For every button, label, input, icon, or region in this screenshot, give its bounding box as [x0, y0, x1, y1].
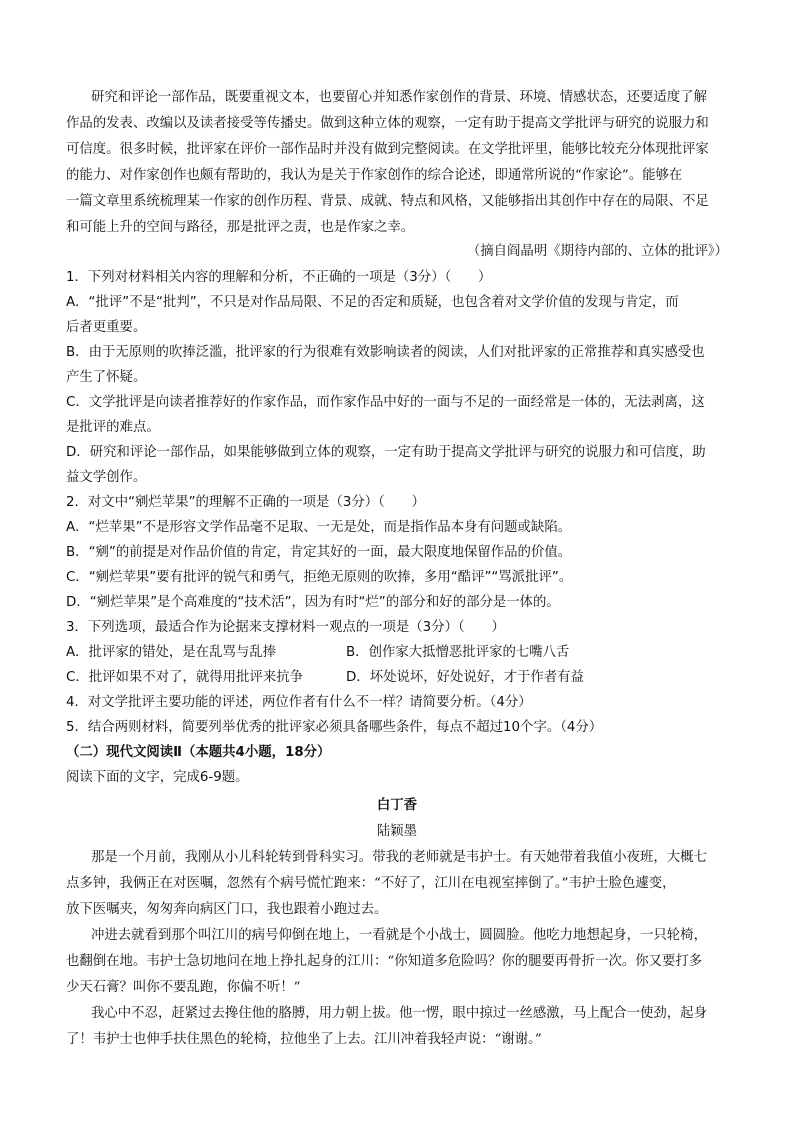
q1-option-c: C．文学批评是向读者推荐好的作家作品，而作家作品中好的一面与不足的一面经常是一体的，无法剥离，这: [66, 395, 705, 410]
story-paragraph-line: 也翻倒在地。韦护士急切地问在地上挣扎起身的江川：“你知道多危险吗？你的腿要再骨折一次。你又要打多: [66, 954, 703, 969]
story-paragraph-line: 我心中不忍，赶紧过去搀住他的胳膊，用力朝上拔。他一愣，眼中掠过一丝感激，马上配合一使劲，起身: [91, 1006, 707, 1021]
q1-option-a: A．“批评”不是“批判”，不只是对作品局限、不足的否定和质疑，也包含着对文学价值的发现与肯定，而: [66, 295, 679, 310]
passage-line: 一篇文章里系统梳理某一作家的创作历程、背景、成就、特点和风格，又能够指出其创作中存在的局限、不足: [66, 194, 709, 209]
story-paragraph-line: 那是一个月前，我刚从小儿科轮转到骨科实习。带我的老师就是韦护士。有天她带着我值小夜班，大概七: [91, 850, 707, 865]
section-heading: （二）现代文阅读Ⅱ（本题共4小题，18分）: [66, 745, 331, 760]
q3-option-c: C．批评如果不对了，就得用批评来抗争: [66, 670, 303, 685]
story-paragraph-line: 放下医嘱夹，匆匆奔向病区门口，我也跟着小跑过去。: [66, 902, 388, 917]
story-title: 白丁香: [376, 798, 418, 813]
question-2-stem: 2．对文中“剜烂苹果”的理解不正确的一项是（3分）（ ）: [66, 495, 425, 510]
passage-source: （摘自阎晶明《期待内部的、立体的批评》）: [466, 244, 728, 259]
passage-line: 作品的发表、改编以及读者接受等传播史。做到这种立体的观察，一定有助于提高文学批评与研究的说服力和: [66, 116, 709, 131]
story-paragraph-line: 少天石膏？叫你不要乱跑，你偏不听！”: [66, 980, 301, 995]
q3-option-b: B．创作家大抵憎恶批评家的七嘴八舌: [346, 645, 570, 660]
passage-line: 和可能上升的空间与路径，那是批评之责，也是作家之幸。: [66, 220, 415, 235]
question-1-stem: 1．下列对材料相关内容的理解和分析，不正确的一项是（3分）（ ）: [66, 270, 492, 285]
q1-option-b: B．由于无原则的吹捧泛滥，批评家的行为很难有效影响读者的阅读，人们对批评家的正常推荐和真实感受也: [66, 345, 705, 360]
question-4: 4．对文学批评主要功能的评述，两位作者有什么不一样？请简要分析。（4分）: [66, 695, 532, 710]
story-paragraph-line: 点多钟，我俩正在对医嘱，忽然有个病号慌忙跑来：“不好了，江川在电视室摔倒了。”韦护士脸色遽变，: [66, 876, 676, 891]
q1-option-c-cont: 是批评的难点。: [66, 420, 160, 435]
q1-option-d-cont: 益文学创作。: [66, 470, 147, 485]
q3-option-d: D．坏处说坏，好处说好，才于作者有益: [346, 670, 584, 685]
q3-option-a: A．批评家的错处，是在乱骂与乱捧: [66, 645, 277, 660]
passage-line: 的能力、对作家创作也颇有帮助的，我认为是关于作家创作的综合论述，即通常所说的“作家论”。能够在: [66, 168, 683, 183]
passage-line: 研究和评论一部作品，既要重视文本，也要留心并知悉作家创作的背景、环境、情感状态，还要适度了解: [91, 90, 707, 105]
q1-option-a-cont: 后者更重要。: [66, 320, 147, 335]
question-5: 5．结合两则材料，简要列举优秀的批评家必须具备哪些条件，每点不超过10个字。（4分）: [66, 720, 603, 735]
story-paragraph-line: 冲进去就看到那个叫江川的病号仰倒在地上，一看就是个小战士，圆圆脸。他吃力地想起身，一只轮椅，: [91, 928, 707, 943]
q2-option-a: A．“烂苹果”不是形容文学作品毫不足取、一无是处，而是指作品本身有问题或缺陷。: [66, 520, 572, 535]
section-instruction: 阅读下面的文字，完成6-9题。: [66, 770, 249, 785]
q2-option-c: C．“剜烂苹果”要有批评的锐气和勇气，拒绝无原则的吹捧，多用“酷评”“骂派批评”。: [66, 570, 573, 585]
question-3-stem: 3．下列选项，最适合作为论据来支撑材料一观点的一项是（3分）（ ）: [66, 620, 505, 635]
passage-line: 可信度。很多时候，批评家在评价一部作品时并没有做到完整阅读。在文学批评里，能够比较充分体现批评家: [66, 142, 709, 157]
q1-option-b-cont: 产生了怀疑。: [66, 370, 147, 385]
q1-option-d: D．研究和评论一部作品，如果能够做到立体的观察，一定有助于提高文学批评与研究的说服力和可信度，助: [66, 445, 706, 460]
story-author: 陆颖墨: [376, 824, 418, 839]
story-paragraph-line: 了！韦护士也伸手扶住黑色的轮椅，拉他坐了上去。江川冲着我轻声说：“谢谢。”: [66, 1032, 542, 1047]
q2-option-b: B．“剜”的前提是对作品价值的肯定，肯定其好的一面，最大限度地保留作品的价值。: [66, 545, 572, 560]
q2-option-d: D．“剜烂苹果”是个高难度的“技术活”，因为有时“烂”的部分和好的部分是一体的。: [66, 595, 560, 610]
